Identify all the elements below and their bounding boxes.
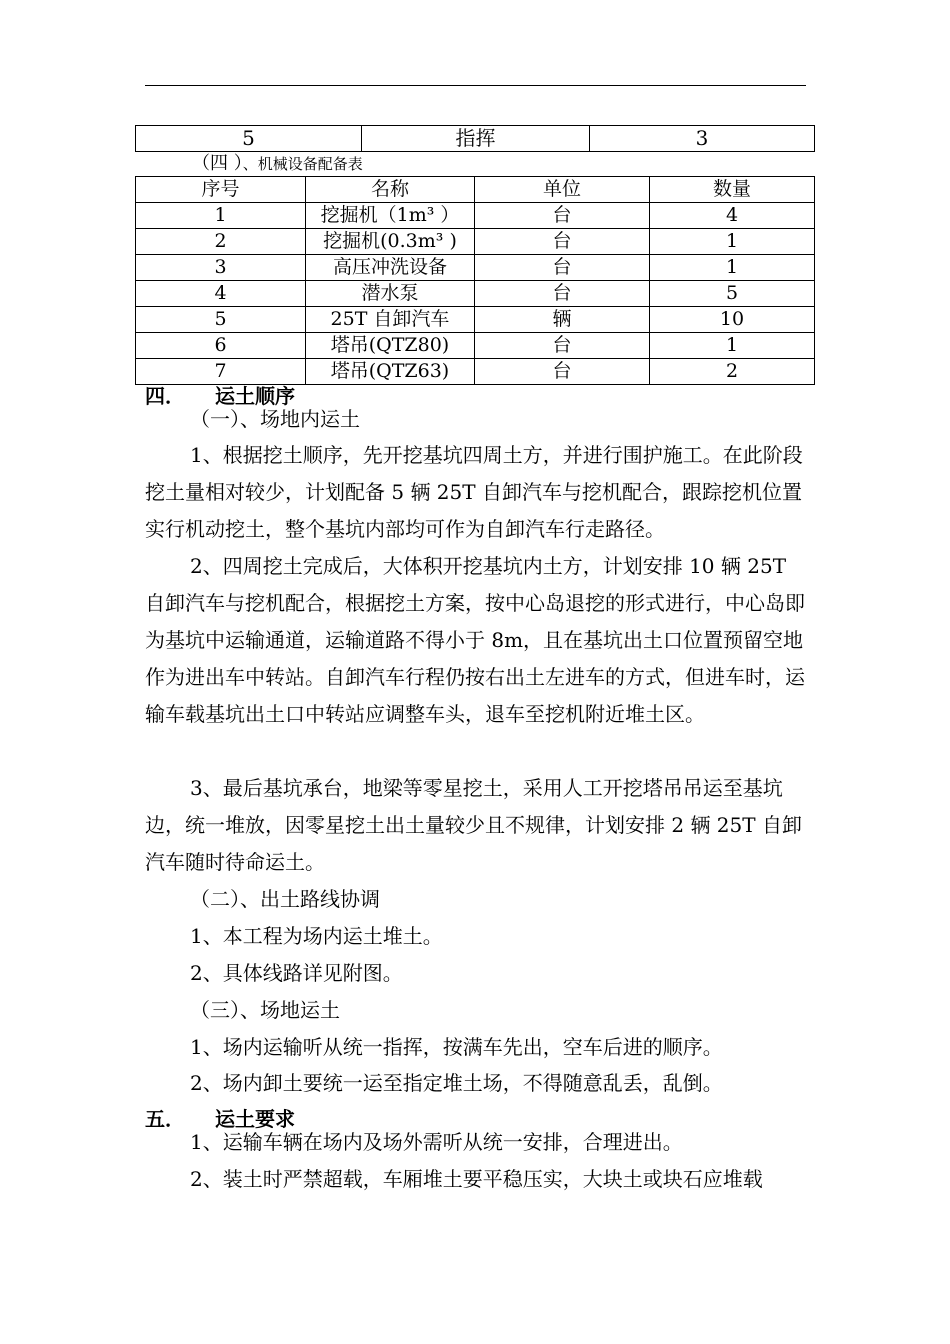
table-cell: 6 xyxy=(136,333,306,359)
table-cell: 10 xyxy=(650,307,815,333)
section-number: 四． xyxy=(145,384,185,408)
header-rule xyxy=(145,85,806,86)
table-cell: 辆 xyxy=(475,307,650,333)
table-row xyxy=(136,203,815,229)
table-cell: 台 xyxy=(475,281,650,307)
table-cell: 挖掘机(0.3m³ ) xyxy=(306,229,475,255)
paragraph: 2、四周挖土完成后，大体积开挖基坑内土方，计划安排 10 辆 25T 自卸汽车与挖机配合，根据挖土方案，按中心岛退挖的形式进行，中心岛即为基坑中运输通道，运输道路不得小于 8m，且在基坑出土口位置预留空地作为进出车中转站。自卸汽车行程仍按右出土左进车的方式，但进车时，运输车载基坑出土口中转站应调整车头，退车至挖机附近堆土区。 xyxy=(145,554,805,726)
paragraph: 2、具体线路详见附图。 xyxy=(190,961,403,985)
table-row xyxy=(136,307,815,333)
table-cell: 1 xyxy=(650,229,815,255)
paragraph: 1、运输车辆在场内及场外需听从统一安排，合理进出。 xyxy=(190,1130,683,1154)
section-title: 运土顺序 xyxy=(215,384,295,408)
table-cell: 台 xyxy=(475,359,650,385)
column-header: 数量 xyxy=(650,177,815,203)
paragraph: 1、根据挖土顺序，先开挖基坑四周土方，并进行围护施工。在此阶段挖土量相对较少，计划配备 5 辆 25T 自卸汽车与挖机配合，跟踪挖机位置实行机动挖土，整个基坑内部均可作为自卸汽车行走路径。 xyxy=(145,443,803,541)
paragraph: 2、场内卸土要统一运至指定堆土场，不得随意乱丢，乱倒。 xyxy=(190,1071,723,1095)
table-row xyxy=(136,281,815,307)
column-header: 单位 xyxy=(475,177,650,203)
section-title: 运土要求 xyxy=(215,1107,295,1131)
table-cell: 3 xyxy=(590,126,815,152)
table-cell: 1 xyxy=(650,255,815,281)
table-cell: 5 xyxy=(136,126,362,152)
table-cell: 台 xyxy=(475,333,650,359)
table-row xyxy=(136,229,815,255)
table-cell: 台 xyxy=(475,203,650,229)
subsection-heading: （二）、出土路线协调 xyxy=(190,887,380,911)
table-cell: 2 xyxy=(650,359,815,385)
table-cell: 挖掘机（1m³ ） xyxy=(306,203,475,229)
table-cell: 25T 自卸汽车 xyxy=(306,307,475,333)
table-cell: 指挥 xyxy=(362,126,590,152)
table-cell: 1 xyxy=(650,333,815,359)
subsection-heading: （三）、场地运土 xyxy=(190,998,340,1022)
table-cell: 4 xyxy=(650,203,815,229)
paragraph: 3、最后基坑承台，地梁等零星挖土，采用人工开挖塔吊吊运至基坑边，统一堆放，因零星挖土出土量较少且不规律，计划安排 2 辆 25T 自卸汽车随时待命运土。 xyxy=(145,776,802,874)
equipment-table-caption xyxy=(192,154,363,174)
caption-text: 、机械设备配备表 xyxy=(242,155,363,173)
table-cell: 4 xyxy=(136,281,306,307)
column-header: 序号 xyxy=(136,177,306,203)
table-cell: 塔吊(QTZ63) xyxy=(306,359,475,385)
subsection-heading: （一）、场地内运土 xyxy=(190,407,360,431)
table-header-row xyxy=(136,177,815,203)
table-cell: 2 xyxy=(136,229,306,255)
table-cell: 潜水泵 xyxy=(306,281,475,307)
caption-prefix: （四 ） xyxy=(192,153,243,174)
table-row xyxy=(136,359,815,385)
table-cell: 1 xyxy=(136,203,306,229)
table-cell: 台 xyxy=(475,229,650,255)
table-cell: 5 xyxy=(136,307,306,333)
table-cell: 台 xyxy=(475,255,650,281)
table-row xyxy=(136,255,815,281)
paragraph: 2、装土时严禁超载，车厢堆土要平稳压实，大块土或块石应堆载 xyxy=(190,1167,763,1191)
column-header: 名称 xyxy=(306,177,475,203)
paragraph: 1、场内运输听从统一指挥，按满车先出，空车后进的顺序。 xyxy=(190,1035,723,1059)
table-cell: 5 xyxy=(650,281,815,307)
equipment-table xyxy=(135,176,815,385)
table-row xyxy=(136,126,815,152)
table-row xyxy=(136,333,815,359)
personnel-table-tail xyxy=(135,125,815,152)
section-number: 五． xyxy=(145,1107,185,1131)
table-cell: 3 xyxy=(136,255,306,281)
paragraph: 1、本工程为场内运土堆土。 xyxy=(190,924,443,948)
table-cell: 塔吊(QTZ80) xyxy=(306,333,475,359)
table-cell: 7 xyxy=(136,359,306,385)
table-cell: 高压冲洗设备 xyxy=(306,255,475,281)
